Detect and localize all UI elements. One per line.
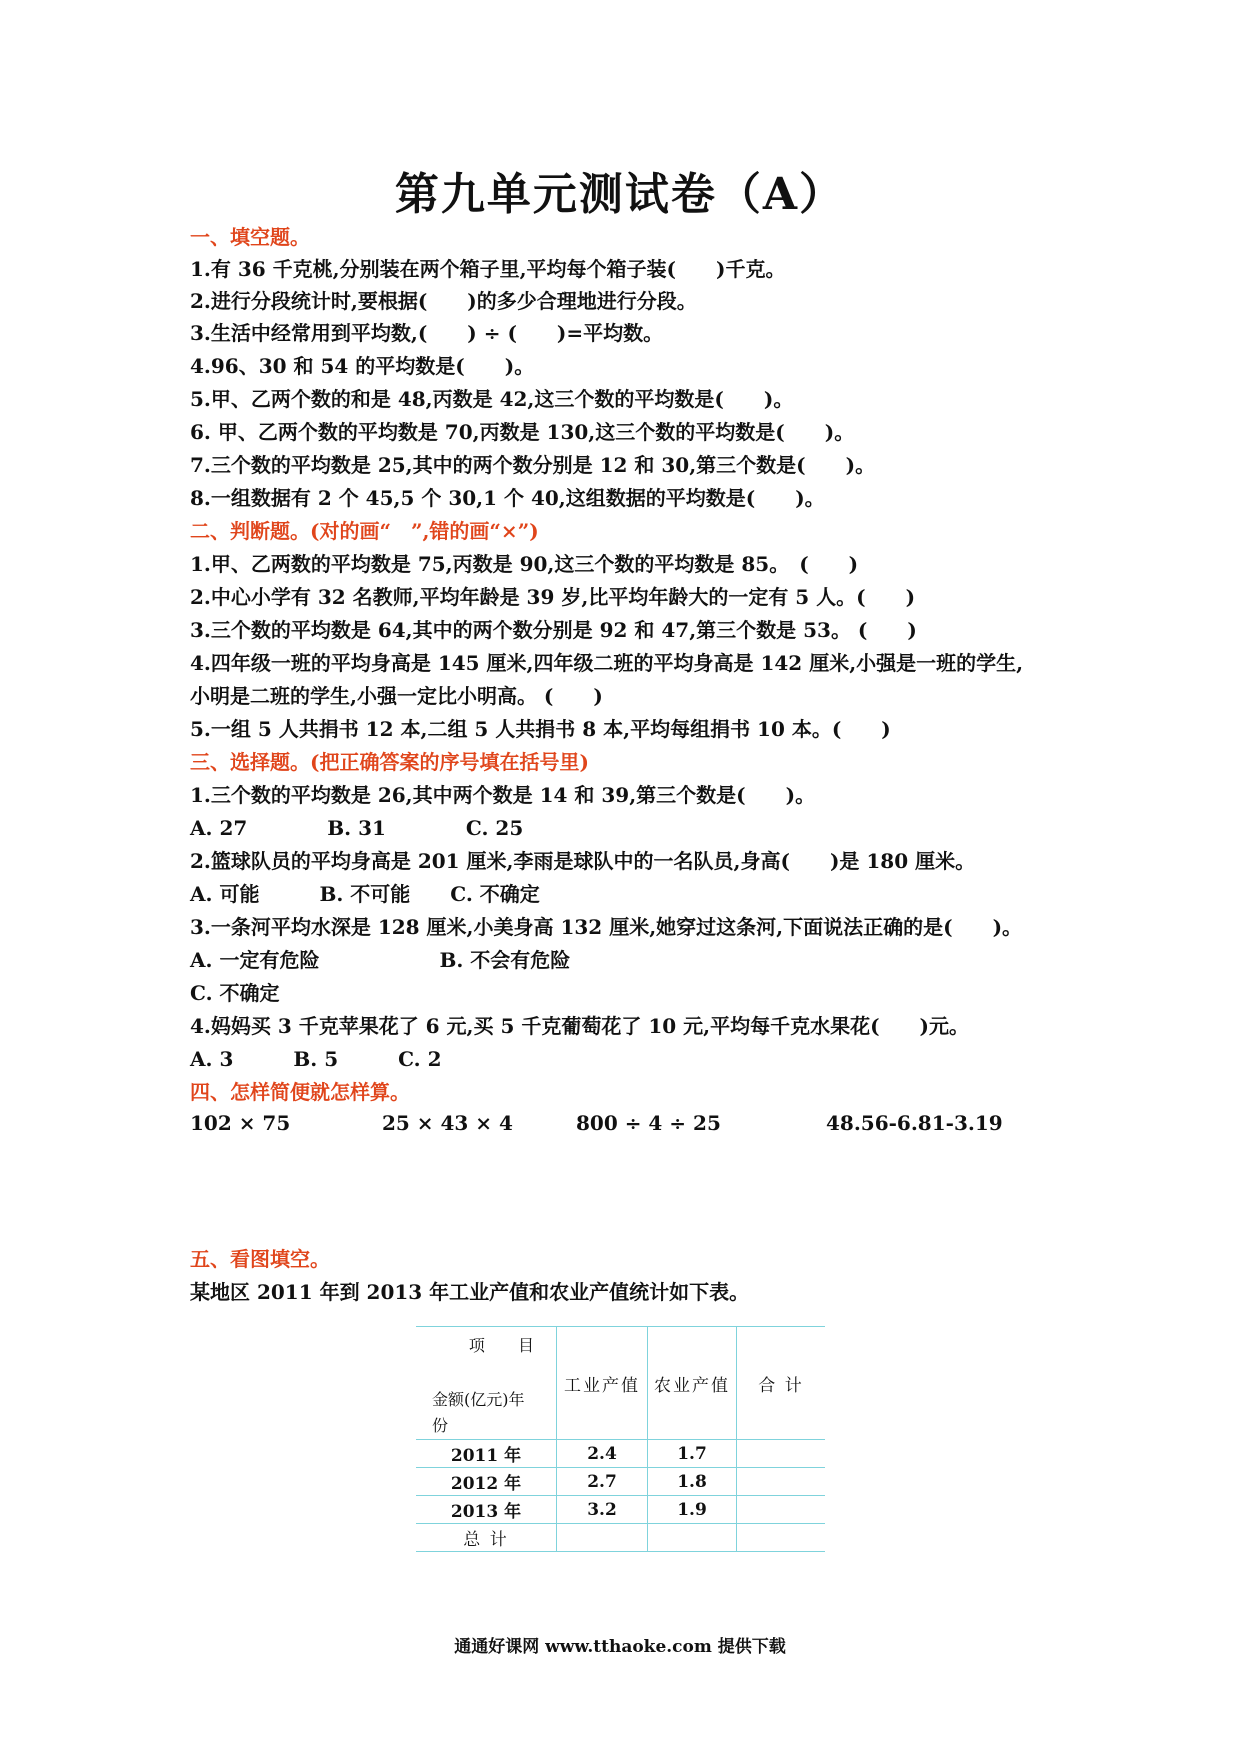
table-row [416,1440,825,1468]
calc-problem: 25 × 43 × 4 [382,1111,513,1135]
table-corner-cell [416,1327,557,1440]
cell-total[interactable] [737,1496,826,1524]
question-line: 8.一组数据有 2 个 45,5 个 30,1 个 40,这组数据的平均数是( )。 [190,486,825,510]
choice-line: A. 27 B. 31 C. 25 [190,816,524,840]
question-line: 3.一条河平均水深是 128 厘米,小美身高 132 厘米,她穿过这条河,下面说法正确的是( )。 [190,915,1023,939]
cell-industry: 3.2 [557,1496,648,1524]
page-title: 第九单元测试卷（A） [394,169,846,220]
footer-source: 通通好课网 www.tthaoke.com 提供下载 [454,1637,786,1657]
question-line: 1.甲、乙两数的平均数是 75,丙数是 90,这三个数的平均数是 85。 ( ) [190,552,859,576]
header-agriculture: 农业产值 [648,1327,737,1440]
cell-total-industry[interactable] [557,1524,648,1552]
question-line: 5.一组 5 人共捐书 12 本,二组 5 人共捐书 8 本,平均每组捐书 10 本。( ) [190,717,891,741]
question-line: 1.三个数的平均数是 26,其中两个数是 14 和 39,第三个数是( )。 [190,783,816,807]
table-row [416,1468,825,1496]
cell-agriculture: 1.7 [648,1440,737,1468]
table-row [416,1496,825,1524]
cell-total-agriculture[interactable] [648,1524,737,1552]
question-line: 7.三个数的平均数是 25,其中的两个数分别是 12 和 30,第三个数是( )。 [190,453,876,477]
cell-industry: 2.7 [557,1468,648,1496]
section-heading-fill-in: 一、填空题。 [190,225,310,249]
table-header-row [416,1327,825,1440]
calc-problem: 48.56-6.81-3.19 [826,1111,1003,1135]
table-total-row [416,1524,825,1552]
cell-industry: 2.4 [557,1440,648,1468]
calc-problem: 102 × 75 [190,1111,291,1135]
section-heading-chart-fill: 五、看图填空。 [190,1247,330,1271]
cell-total[interactable] [737,1468,826,1496]
section-heading-calculation: 四、怎样简便就怎样算。 [190,1080,410,1104]
header-industry: 工业产值 [557,1327,648,1440]
row-year: 2013 年 [416,1496,557,1524]
cell-total[interactable] [737,1440,826,1468]
question-line: 2.中心小学有 32 名教师,平均年龄是 39 岁,比平均年龄大的一定有 5 人。( ) [190,585,916,609]
question-line: 4.四年级一班的平均身高是 145 厘米,四年级二班的平均身高是 142 厘米,小强是一班的学生, [190,651,1024,675]
cell-agriculture: 1.9 [648,1496,737,1524]
question-line: 2.进行分段统计时,要根据( )的多少合理地进行分段。 [190,289,697,313]
cell-grand-total[interactable] [737,1524,826,1552]
choice-line: C. 不确定 [190,981,280,1005]
question-line: 5.甲、乙两个数的和是 48,丙数是 42,这三个数的平均数是( )。 [190,387,794,411]
question-line: 小明是二班的学生,小强一定比小明高。 ( ) [190,684,603,708]
corner-amount-label: 金额(亿元)年 份 [432,1390,525,1435]
question-line: 3.生活中经常用到平均数,( ) ÷ ( )=平均数。 [190,321,664,345]
row-total-label: 总 计 [416,1524,557,1552]
cell-agriculture: 1.8 [648,1468,737,1496]
question-line: 3.三个数的平均数是 64,其中的两个数分别是 92 和 47,第三个数是 53。 ( ) [190,618,917,642]
choice-line: A. 可能 B. 不可能 C. 不确定 [190,882,540,906]
row-year: 2012 年 [416,1468,557,1496]
choice-line: A. 一定有危险 B. 不会有危险 [190,948,571,972]
statistics-table [416,1326,825,1552]
section-heading-multiple-choice: 三、选择题。(把正确答案的序号填在括号里) [190,750,589,774]
corner-item-label: 项 目 [468,1336,548,1355]
choice-line: A. 3 B. 5 C. 2 [190,1047,442,1071]
question-line: 4.妈妈买 3 千克苹果花了 6 元,买 5 千克葡萄花了 10 元,平均每千克水果花( )元。 [190,1014,970,1038]
question-line: 1.有 36 千克桃,分别装在两个箱子里,平均每个箱子装( )千克。 [190,257,786,281]
calc-problem: 800 ÷ 4 ÷ 25 [576,1111,721,1135]
row-year: 2011 年 [416,1440,557,1468]
question-line: 4.96、30 和 54 的平均数是( )。 [190,354,535,378]
question-line: 6. 甲、乙两个数的平均数是 70,丙数是 130,这三个数的平均数是( )。 [190,420,855,444]
header-total: 合 计 [737,1327,826,1440]
question-line: 2.篮球队员的平均身高是 201 厘米,李雨是球队中的一名队员,身高( )是 180 厘米。 [190,849,976,873]
section-heading-true-false: 二、判断题。(对的画“ ”,错的画“×”) [190,519,539,543]
table-intro: 某地区 2011 年到 2013 年工业产值和农业产值统计如下表。 [190,1280,750,1304]
